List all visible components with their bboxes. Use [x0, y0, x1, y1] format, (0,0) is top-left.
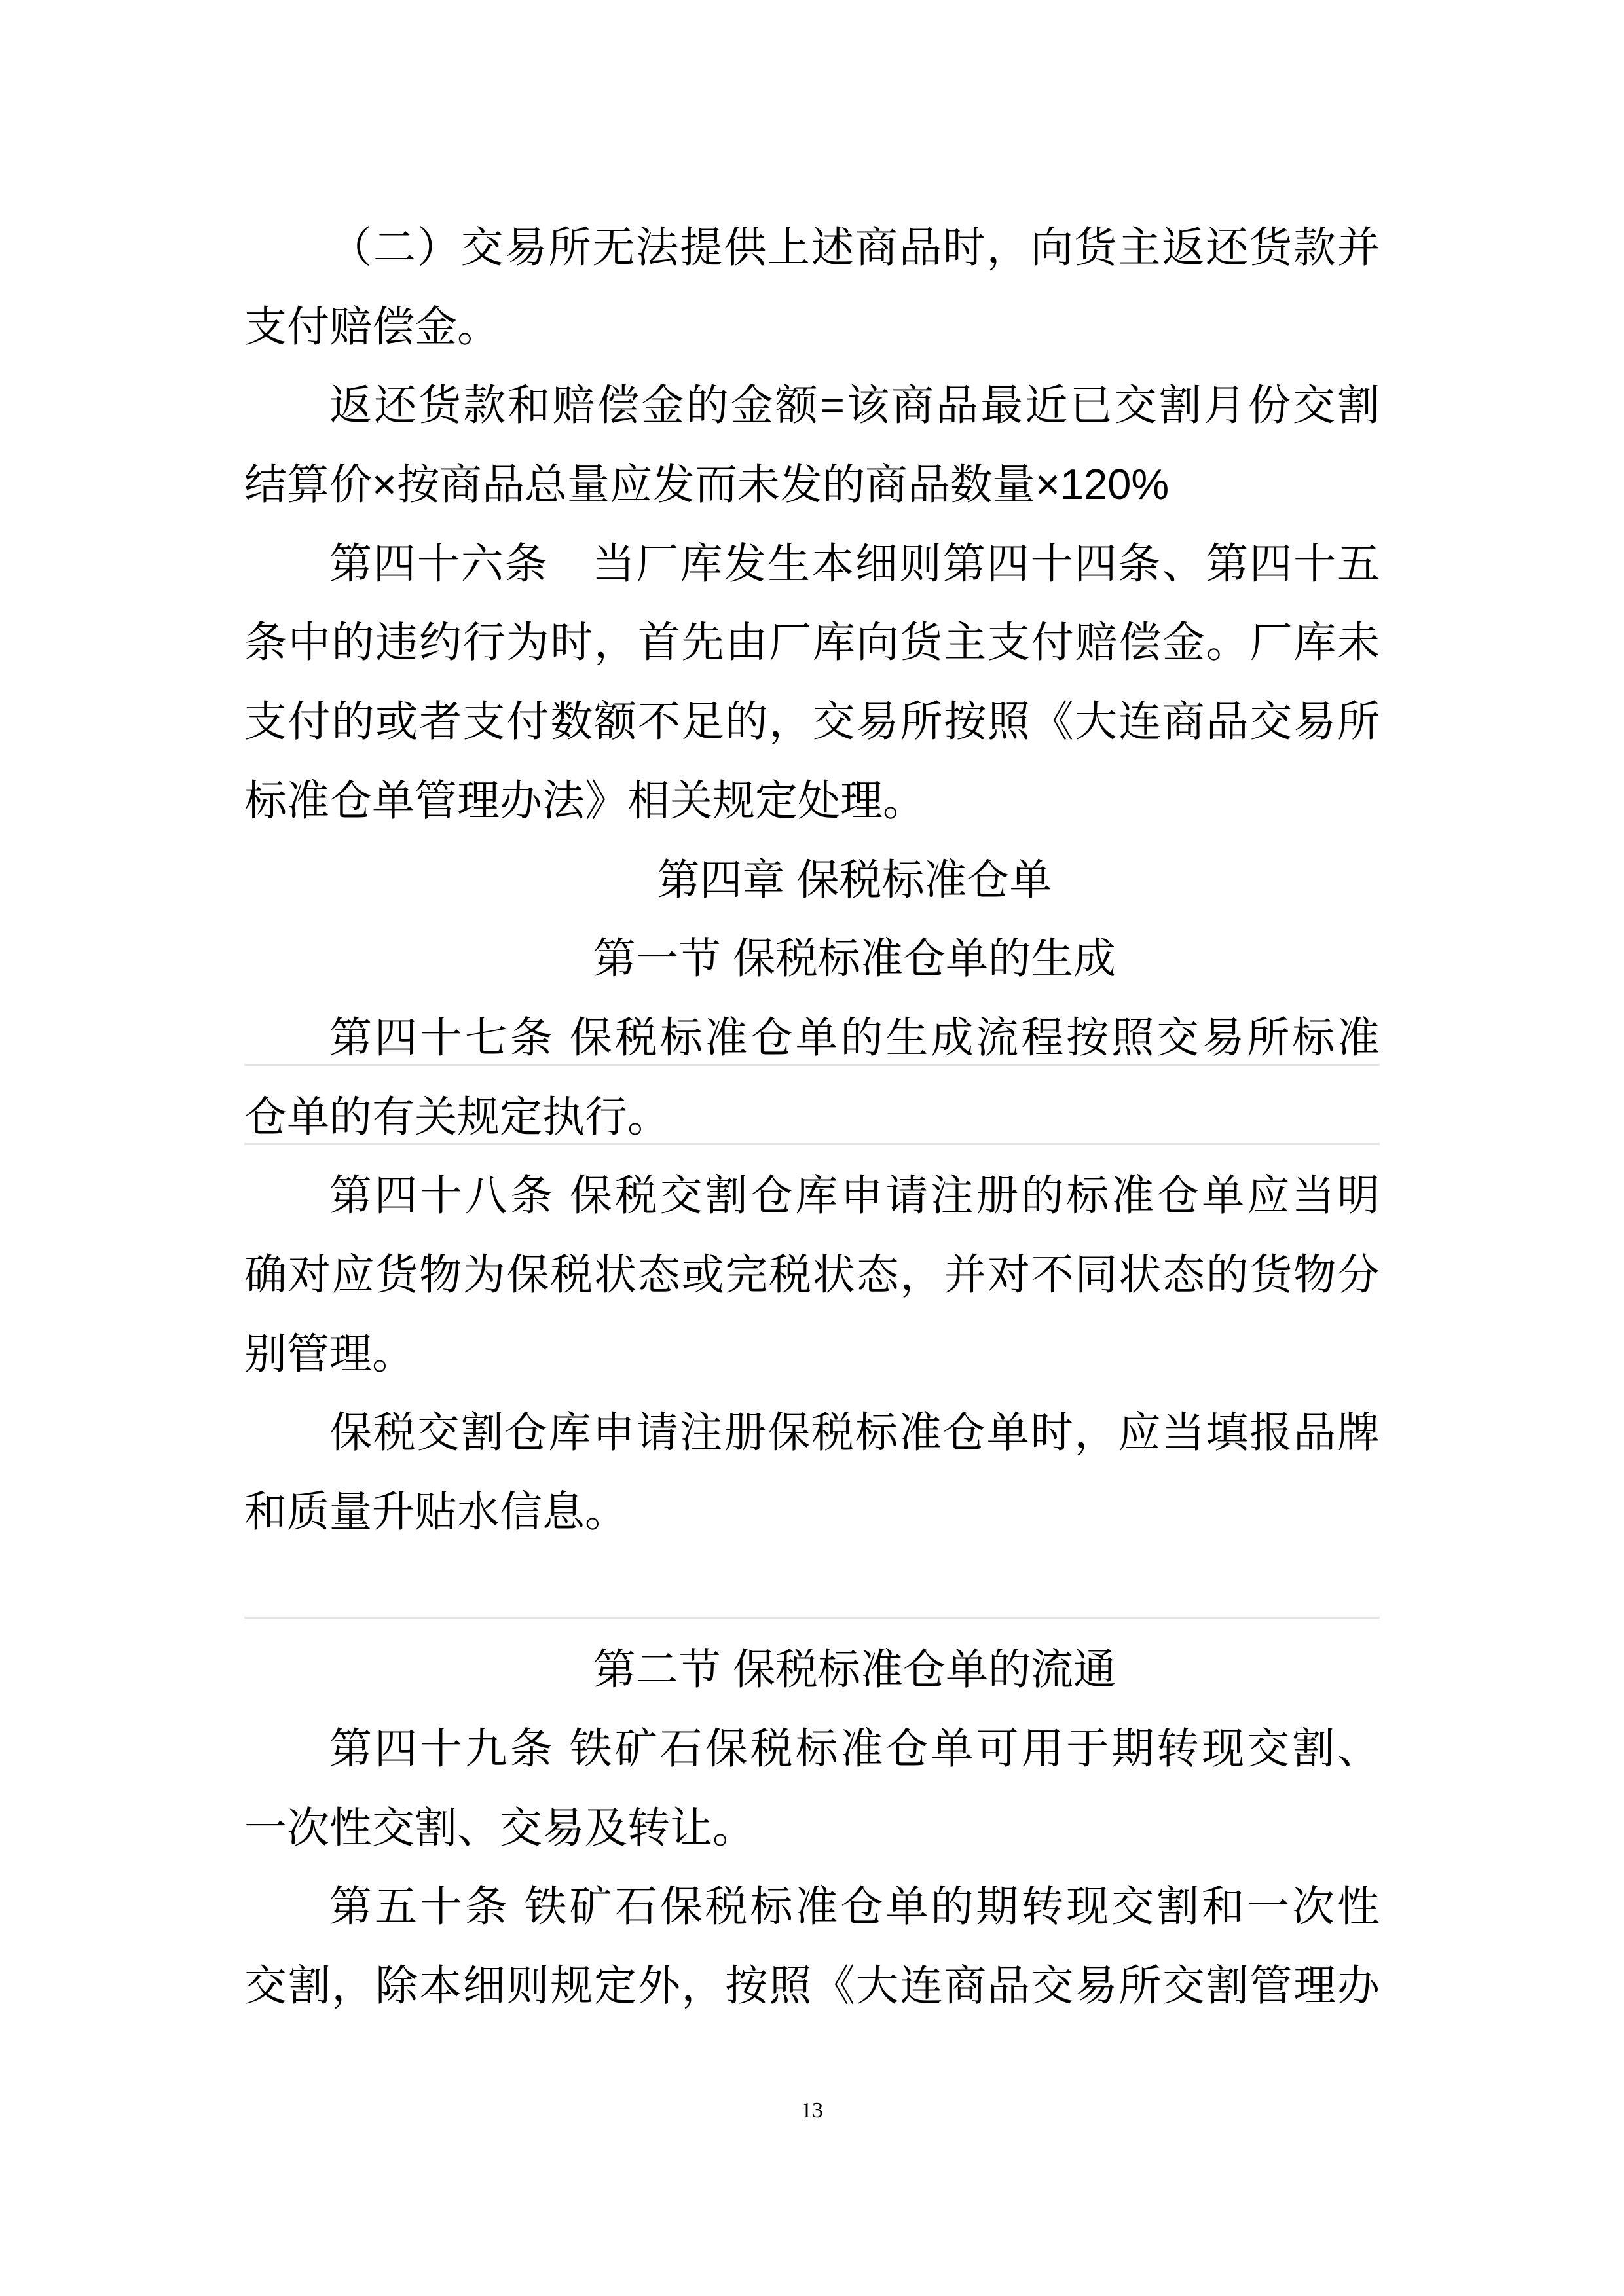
- text-line: 支付的或者支付数额不足的，交易所按照《大连商品交易所: [244, 697, 1380, 746]
- text-line: 第四十八条 保税交割仓库申请注册的标准仓单应当明: [329, 1171, 1380, 1220]
- text-line: 仓单的有关规定执行。: [244, 1078, 1380, 1157]
- text-line: 返还货款和赔偿金的金额=该商品最近已交割月份交割: [329, 381, 1380, 429]
- text-column: [244, 208, 1380, 2026]
- text-line: 一次性交割、交易及转让。: [244, 1803, 756, 1851]
- text-line: （二）交易所无法提供上述商品时，向货主返还货款并: [329, 223, 1380, 271]
- blank-line: [244, 1552, 1380, 1631]
- text-line: 和质量升贴水信息。: [244, 1487, 628, 1535]
- text-line: 第四十七条 保税标准仓单的生成流程按照交易所标准: [244, 998, 1380, 1078]
- text-line: 第五十条 铁矿石保税标准仓单的期转现交割和一次性: [329, 1882, 1380, 1931]
- text-line: 第四十九条 铁矿石保税标准仓单可用于期转现交割、: [329, 1724, 1380, 1773]
- text-line: 条中的违约行为时，首先由厂库向货主支付赔偿金。厂库未: [244, 618, 1380, 666]
- text-line: 交割，除本细则规定外，按照《大连商品交易所交割管理办: [244, 1961, 1380, 2010]
- text-line: 第四十六条 当厂库发生本细则第四十四条、第四十五: [329, 539, 1380, 587]
- text-line: 确对应货物为保税状态或完税状态，并对不同状态的货物分: [244, 1250, 1380, 1298]
- revision-underline: [244, 1064, 1380, 1066]
- text-line: 结算价×按商品总量应发而未发的商品数量×120%: [244, 460, 1170, 509]
- revision-underline: [244, 1143, 1380, 1145]
- text-line: 支付赔偿金。: [244, 302, 500, 350]
- heading-line: 第四章 保税标准仓单: [657, 855, 1052, 903]
- heading-line: 第二节 保税标准仓单的流通: [593, 1645, 1116, 1694]
- text-line: 保税交割仓库申请注册保税标准仓单时，应当填报品牌: [329, 1408, 1380, 1457]
- text-line: 别管理。: [244, 1329, 415, 1377]
- revision-underline: [244, 1617, 1380, 1619]
- page-number: 13: [801, 2098, 823, 2123]
- heading-line: 第一节 保税标准仓单的生成: [593, 934, 1116, 983]
- text-line: 标准仓单管理办法》相关规定处理。: [244, 776, 926, 824]
